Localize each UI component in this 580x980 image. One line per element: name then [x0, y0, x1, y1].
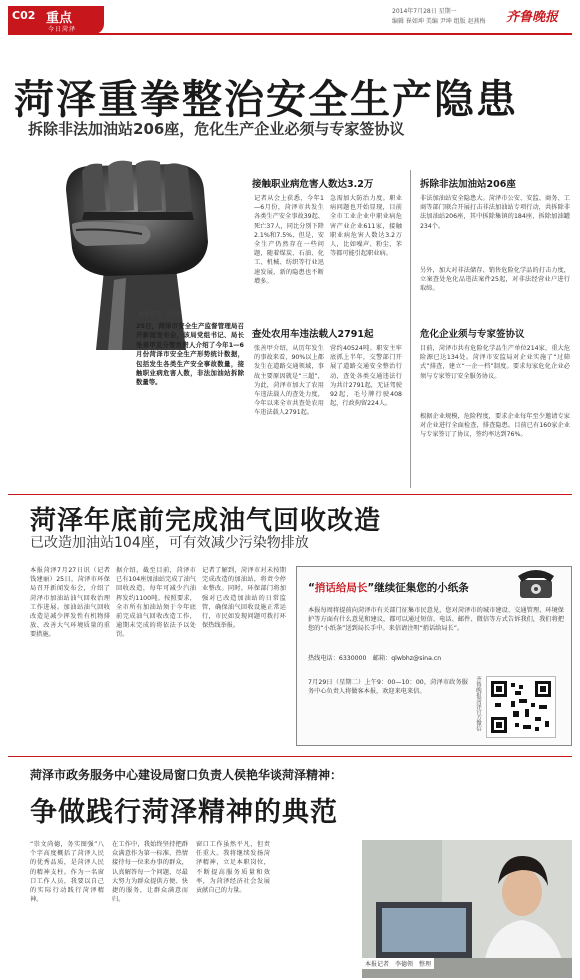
story2-col-a: 本报菏泽7月27日讯（记者 钱建丽）25日，菏泽市环保局召开新闻发布会，介绍了菏泽市加油站油气回收治理工作进展。加油站油气回收改造是减少挥发性有机物排放、改善大气环境质量的重要措施。	[30, 567, 110, 639]
story1-subhead-2: 查处农用车违法载人2791起	[252, 329, 374, 340]
story3-headline: 争做践行菏泽精神的典范	[30, 797, 338, 828]
column-divider	[410, 170, 411, 488]
main-headline: 菏泽重拳整治安全生产隐患	[14, 77, 518, 123]
qr-caption: 齐鲁晚报菏泽官方微信	[475, 676, 481, 731]
editor-credits: 编辑 崔如坤 美编 尹坤 组版 赵燕梅	[392, 18, 486, 25]
story2-col-b: 据介绍，截至目前，菏泽市已有104座加油站完成了油气回收改造，每年可减少汽油挥发约1100吨。按照要求，全市所有加油站须于今年底前完成油气回收改造工作，逾期未完成的将依法予以处罚。	[116, 567, 196, 639]
story1-subhead-4: 危化企业须与专家签协议	[420, 329, 525, 340]
story3-col-b: 在工作中，我始终坚持把群众满意作为第一标准，热情接待每一位来办事的群众，认真解答每一个问题，尽最大努力为群众提供方便、快捷的服务，让群众满意而归。	[112, 841, 188, 904]
story1-sec3-para-a: 非法加油站安全隐患大。菏泽市公安、安监、商务、工商等部门联合开展打击非法加油站专项行动，共拆除非法加油站206座，其中拆除集镇的184座，拆除加油罐234个。	[420, 195, 570, 230]
story-divider-1	[8, 494, 572, 495]
notice-schedule: 7月29日（星期二）上午9：00—10：00，菏泽市政务服务中心负责人将做客本报，欢迎来电来信。	[308, 679, 468, 696]
story1-sec3-para-b: 另外，加大对非法储存、销售危险化学品的打击力度，立案查处危化品违法案件25起，对非法经营业户进行取缔。	[420, 267, 570, 293]
story1-sec4-para-a: 目前，菏泽市共有危险化学品生产单位214家，重大危险源已达134处。菏泽市安监局对企业实施了“过筛式”排查，建立“一企一档”制度。要求每家危化企业必须与专家签订安全服务协议。	[420, 345, 570, 380]
byline: 本报记者 李贺	[138, 311, 181, 318]
story3-col-a: “崇文尚德，务实图强”八个字高度概括了菏泽人民的优秀品质，是菏泽人民的精神支柱。作为一名窗口工作人员，我要以自己的实际行动践行菏泽精神。	[30, 841, 104, 904]
story3-kicker: 菏泽市政务服务中心建设局窗口负责人侯艳华谈菏泽精神：	[30, 768, 343, 782]
story1-sec2-col-b: 营约40524吨。职安主牢底抓上半年，交警部门开展了道路交通安全整治行动，查处各类交通违法行为共计2791起，无证驾驶92起，毛号牌行驶408起，行政拘留224人。	[330, 345, 402, 408]
story2-subheadline: 已改造加油站104座，可有效减少污染物排放	[30, 535, 309, 551]
notice-hotline: 热线电话：6330000 邮箱：qlwbhz@sina.cn	[308, 655, 442, 662]
story1-sec4-para-b: 根据企业规模，危险程度，要求企业每年至少邀请专家对企业进行全面检查，排查隐患。目前已有160家企业与专家签订了协议，签约率达到76%。	[420, 413, 570, 439]
photo-caption: 本报记者 李德领 整理	[362, 958, 434, 969]
main-subheadline: 拆除非法加油站206座，危化生产企业必须与专家签协议	[28, 120, 405, 138]
story2-headline: 菏泽年底前完成油气回收改造	[30, 506, 382, 536]
story1-sec1-col-a: 记者从会上获悉，今年1—6月份，菏泽市共发生各类生产安全事故39起、死亡37人，同比分别下降2.1%和7.5%，但是，安全生产仍然存在一些问题，随着煤炭、石油、化工、机械、纺织等行业迅速发展，新的隐患也不断增多。	[254, 195, 324, 285]
story2-col-c: 记者了解到，菏泽市对未按期完成改造的加油站，将责令停业整改。同时，环保部门将加强对已改造加油站的日常监管，确保油气回收设施正常运行，市民如发现问题可拨打环保热线举报。	[202, 567, 286, 630]
page-number: C02	[12, 9, 36, 22]
story1-sec1-col-b: 急需加大防治力度。职业病问题也开始显现，目前全市工业企业中职业病危害产业企业611家，接触职业病危害人数达3.2万人，比如噪声、粉尘，苯等都可能引起职业病。	[330, 195, 402, 258]
story3-col-c: 窗口工作虽然平凡，但责任重大。我将继续发扬菏泽精神，立足本职岗位，不断提高服务质量和效率，为菏泽经济社会发展贡献自己的力量。	[196, 841, 270, 895]
qr-code[interactable]	[486, 676, 556, 738]
story-divider-2	[8, 756, 572, 757]
newspaper-logo: 齐鲁晚报	[506, 10, 559, 25]
story1-lead: 25日，菏泽市安全生产监督管理局召开新闻发布会，该局党组书记、局长张善甲及分管负责人介绍了今年1—6月份菏泽市安全生产形势统计数据，包括发生各类生产安全事故数量，接触职业病危害人数，非法加油站拆除数量等。	[136, 322, 244, 387]
header-rule	[8, 33, 572, 35]
fist-illustration	[26, 150, 246, 350]
issue-date: 2014年7月28日 星期一	[392, 8, 457, 15]
story1-subhead-3: 拆除非法加油站206座	[420, 179, 516, 190]
section-title: 重点	[46, 11, 73, 26]
phone-icon	[516, 562, 556, 602]
story1-sec2-col-a: 张善甲介绍，从历年发生的事故来看，90%以上都发生在道路交通领域，事故主要原因就是“三超”，为此，菏泽市加大了农用车违法载人的查处力度，今年以来全市共查处农用车违法载人2791起。	[254, 345, 324, 417]
notice-body: 本报每周将提前向菏泽市有关部门征集市民意见，您对菏泽市的城市建设、交通管理、环境保护等方面有什么意见和建议，都可以通过短信、电话、邮件、微信等方式告诉我们，我们将把您的“小纸条”送到局长手中。来信请注明“捎话给局长”。	[308, 607, 564, 633]
story1-subhead-1: 接触职业病危害人数达3.2万	[252, 179, 374, 190]
section-subtitle: 今日菏泽	[48, 26, 77, 33]
notice-title: “捎话给局长”继续征集您的小纸条	[308, 582, 469, 594]
